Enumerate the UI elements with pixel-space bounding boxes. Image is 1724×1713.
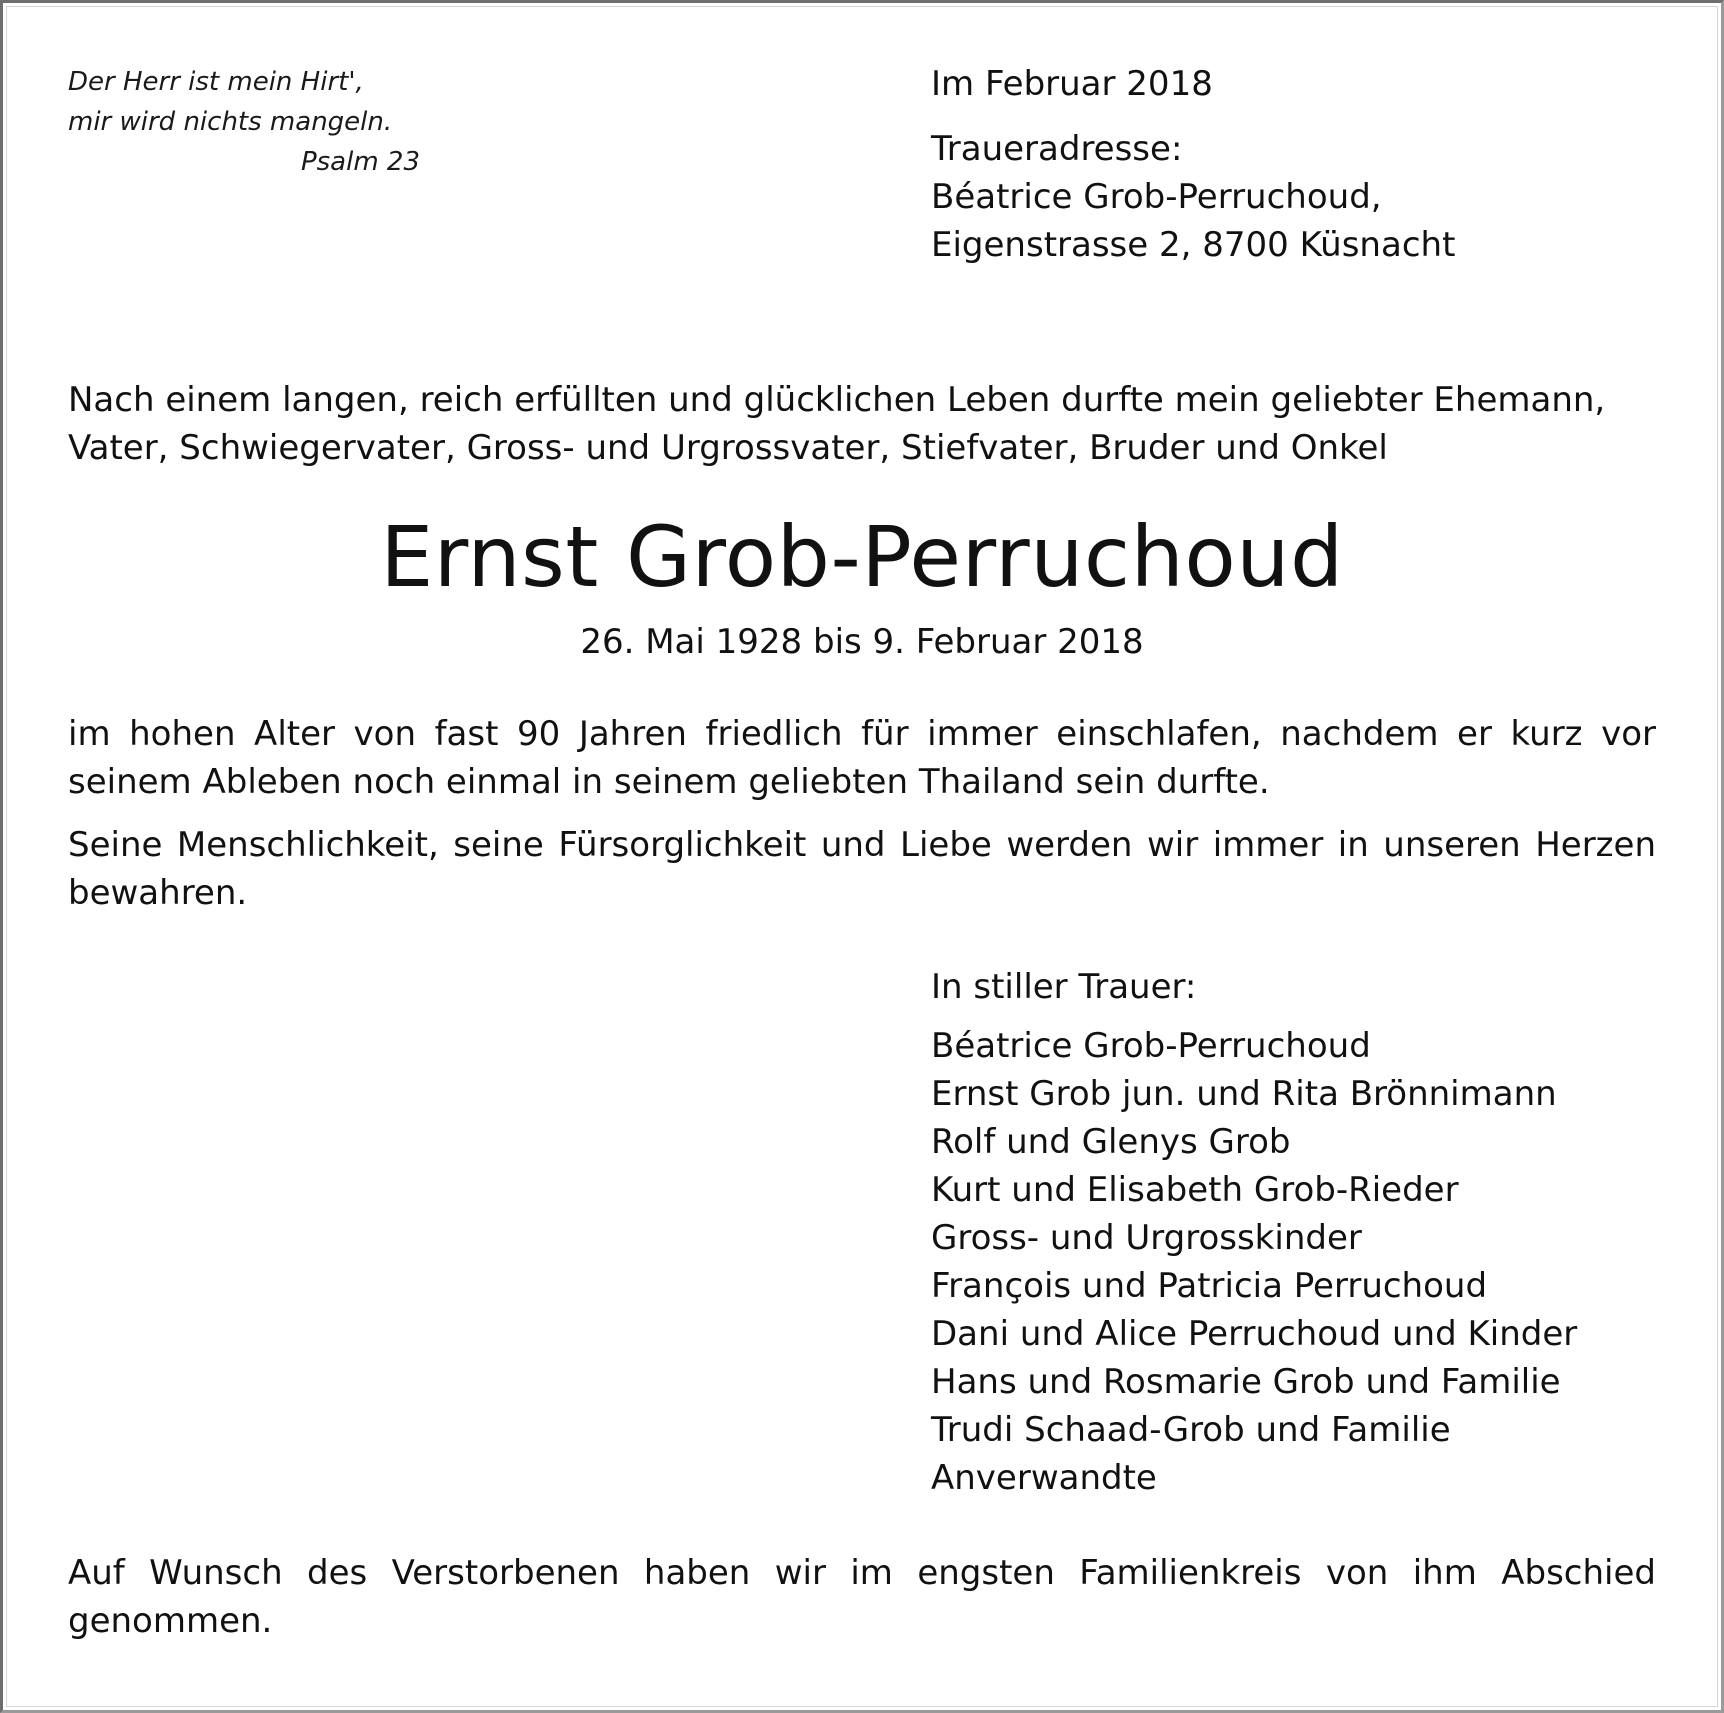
mourners-list <box>931 1022 1577 1502</box>
address-name: Béatrice Grob-Perruchoud, <box>931 177 1382 217</box>
quote-line-2: mir wird nichts mangeln. <box>68 107 393 137</box>
quote-line-1: Der Herr ist mein Hirt', <box>68 67 364 97</box>
address-label: Traueradresse: <box>931 129 1183 169</box>
closing-paragraph: Auf Wunsch des Verstorbenen haben wir im engsten Familienkreis von ihm Abschied genommen. <box>68 1553 1656 1641</box>
intro-line-2: Vater, Schwiegervater, Gross- und Urgrossvater, Stiefvater, Bruder und Onkel <box>68 428 1388 468</box>
psalm-quote <box>68 62 420 182</box>
body-paragraph-1: im hohen Alter von fast 90 Jahren friedlich für immer einschlafen, nachdem er kurz vor seinem Ableben noch einmal in seinem geliebten Thailand sein durfte. <box>68 714 1656 802</box>
mourner-entry: Anverwandte <box>931 1458 1157 1498</box>
intro-paragraph <box>68 376 1656 472</box>
mourner-entry: Kurt und Elisabeth Grob-Rieder <box>931 1170 1459 1210</box>
mourner-entry: Gross- und Urgrosskinder <box>931 1218 1362 1258</box>
quote-source: Psalm 23 <box>300 147 420 177</box>
mourning-label: In stiller Trauer: <box>931 967 1197 1007</box>
life-dates: 26. Mai 1928 bis 9. Februar 2018 <box>580 622 1144 662</box>
intro-line-1: Nach einem langen, reich erfüllten und glücklichen Leben durfte mein geliebter Ehemann, <box>68 380 1606 420</box>
mourner-entry: Ernst Grob jun. und Rita Brönnimann <box>931 1074 1557 1114</box>
body-paragraph-2: Seine Menschlichkeit, seine Fürsorglichkeit und Liebe werden wir immer in unseren Herzen bewahren. <box>68 825 1656 913</box>
mourner-entry: François und Patricia Perruchoud <box>931 1266 1488 1306</box>
mourner-entry: Béatrice Grob-Perruchoud <box>931 1026 1371 1066</box>
notice-date: Im Februar 2018 <box>931 64 1213 104</box>
mourner-entry: Rolf und Glenys Grob <box>931 1122 1291 1162</box>
mourner-entry: Trudi Schaad-Grob und Familie <box>931 1410 1451 1450</box>
mourning-address <box>931 125 1455 269</box>
deceased-name: Ernst Grob-Perruchoud <box>380 508 1344 606</box>
mourner-entry: Dani und Alice Perruchoud und Kinder <box>931 1314 1578 1354</box>
mourner-entry: Hans und Rosmarie Grob und Familie <box>931 1362 1561 1402</box>
address-street: Eigenstrasse 2, 8700 Küsnacht <box>931 225 1456 265</box>
